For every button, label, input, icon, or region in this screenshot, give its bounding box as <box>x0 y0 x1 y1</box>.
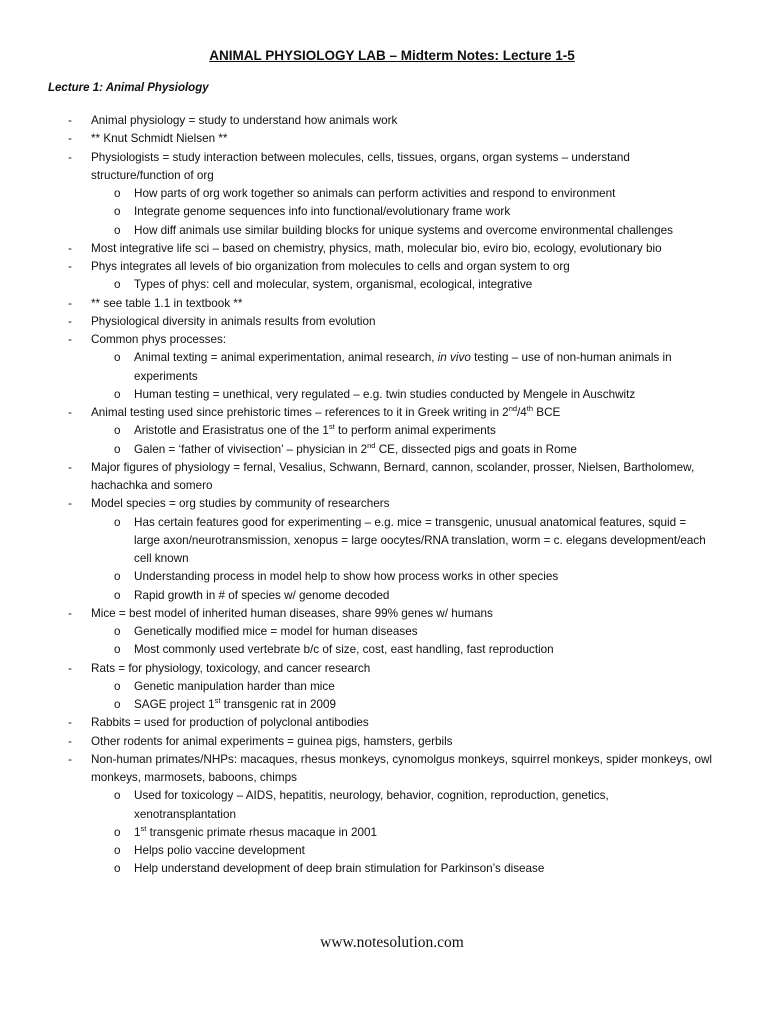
note-line <box>134 696 336 714</box>
note-line <box>91 404 560 422</box>
line-text: Major figures of physiology = fernal, Vesalius, Schwann, Bernard, cannon, scolander, prosser, Nielsen, Bartholomew, <box>91 460 695 474</box>
circle-bullet: o <box>114 351 121 365</box>
note-line <box>91 459 694 477</box>
note-line <box>91 295 242 313</box>
dash-bullet: - <box>68 752 72 766</box>
circle-bullet: o <box>114 825 121 839</box>
note-line <box>91 167 214 185</box>
note-line <box>91 660 370 678</box>
line-text: Galen = ‘father of vivisection’ – physician in 2 <box>134 442 368 456</box>
note-line <box>91 477 213 495</box>
superscript: st <box>140 823 147 833</box>
dash-bullet: - <box>68 132 72 146</box>
line-text: experiments <box>134 369 198 383</box>
note-line <box>134 185 615 203</box>
note-line <box>134 806 236 824</box>
note-line <box>134 532 706 550</box>
superscript: nd <box>367 440 376 450</box>
line-text: Phys integrates all levels of bio organization from molecules to cells and organ system to org <box>91 260 570 273</box>
line-text: structure/function of org <box>91 168 214 182</box>
line-text: Non-human primates/NHPs: macaques, rhesus monkeys, cynomolgus monkeys, squirrel monkeys, spider monkeys, owl <box>91 752 712 766</box>
superscript: th <box>526 404 534 414</box>
dash-bullet: - <box>68 716 72 730</box>
line-text: Rats = for physiology, toxicology, and cancer research <box>91 661 371 675</box>
note-line <box>91 149 630 167</box>
note-line <box>134 222 673 240</box>
line-text: Used for toxicology – AIDS, hepatitis, neurology, behavior, cognition, reproduction, genetics, <box>134 789 609 803</box>
line-text: Model species = org studies by community of researchers <box>91 497 390 511</box>
line-text: Help understand development of deep brain stimulation for Parkinson’s disease <box>134 862 545 876</box>
line-text: to perform animal experiments <box>334 424 496 438</box>
line-text: Genetic manipulation harder than mice <box>134 679 335 693</box>
superscript: nd <box>508 404 518 414</box>
line-text: Most integrative life sci – based on chemistry, physics, math, molecular bio, eviro bio, ecology, evolutionary bio <box>91 241 662 255</box>
note-line <box>91 112 397 130</box>
line-text: 1 <box>134 825 141 839</box>
dash-bullet: - <box>68 296 72 310</box>
circle-bullet: o <box>114 515 121 529</box>
circle-bullet: o <box>114 278 121 292</box>
dash-bullet: - <box>68 734 72 748</box>
note-line <box>134 368 198 386</box>
line-text: Aristotle and Erasistratus one of the 1 <box>134 424 329 438</box>
note-line <box>91 495 390 513</box>
dash-bullet: - <box>68 114 72 127</box>
dash-bullet: - <box>68 606 72 620</box>
line-text: xenotransplantation <box>134 807 237 821</box>
note-line <box>134 568 558 586</box>
note-line <box>91 751 712 769</box>
dash-bullet: - <box>68 314 72 328</box>
circle-bullet: o <box>114 570 121 584</box>
italic-text: in vivo <box>437 351 471 365</box>
dash-bullet: - <box>68 150 72 164</box>
line-text: cell known <box>134 552 189 565</box>
line-text: Most commonly used vertebrate b/c of size, cost, east handling, fast reproduction <box>134 643 554 657</box>
superscript: st <box>214 696 221 706</box>
line-text: Integrate genome sequences info into functional/evolutionary frame work <box>134 205 511 219</box>
note-line <box>91 605 493 623</box>
note-line <box>134 842 305 860</box>
line-text: Animal physiology = study to understand how animals work <box>91 114 398 127</box>
dash-bullet: - <box>68 241 72 255</box>
circle-bullet: o <box>114 625 121 638</box>
circle-bullet: o <box>114 588 121 602</box>
dash-bullet: - <box>68 260 72 273</box>
circle-bullet: o <box>114 223 121 237</box>
circle-bullet: o <box>114 424 121 438</box>
line-text: large axon/neurotransmission, xenopus = large oocytes/RNA translation, worm = c. elegans development/each <box>134 533 706 547</box>
line-text: testing – use of non-human animals in <box>470 351 672 365</box>
dash-bullet: - <box>68 460 72 474</box>
line-text: Animal testing used since prehistoric times – references to it in Greek writing in 2 <box>91 406 509 419</box>
line-text: Mice = best model of inherited human diseases, share 99% genes w/ humans <box>91 606 493 620</box>
note-line <box>134 623 418 641</box>
note-line <box>134 276 532 294</box>
note-line <box>134 678 335 696</box>
note-line <box>91 240 662 258</box>
line-text: Has certain features good for experimenting – e.g. mice = transgenic, unusual anatomical features, squid = <box>134 515 687 529</box>
circle-bullet: o <box>114 205 121 219</box>
line-text: Understanding process in model help to show how process works in other species <box>134 570 559 584</box>
line-text: Physiologists = study interaction between molecules, cells, tissues, organs, organ systems – understand <box>91 150 630 164</box>
line-text: Rapid growth in # of species w/ genome decoded <box>134 588 390 602</box>
dash-bullet: - <box>68 406 72 419</box>
line-text: Other rodents for animal experiments = guinea pigs, hamsters, gerbils <box>91 734 453 748</box>
line-text: transgenic primate rhesus macaque in 2001 <box>146 825 377 839</box>
line-text: Types of phys: cell and molecular, system, organismal, ecological, integrative <box>134 278 533 292</box>
note-line <box>134 860 544 878</box>
note-line <box>134 587 389 605</box>
dash-bullet: - <box>68 333 72 346</box>
note-line <box>134 641 554 659</box>
circle-bullet: o <box>114 844 121 857</box>
line-text: BCE <box>533 406 561 419</box>
note-line <box>134 514 686 532</box>
line-text: CE, dissected pigs and goats in Rome <box>375 442 577 456</box>
circle-bullet: o <box>114 698 121 711</box>
circle-bullet: o <box>114 643 121 657</box>
note-line <box>91 313 376 331</box>
line-text: Common phys processes: <box>91 333 227 346</box>
note-line <box>91 130 227 148</box>
dash-bullet: - <box>68 497 72 511</box>
line-text: Rabbits = used for production of polyclonal antibodies <box>91 716 369 730</box>
note-line <box>134 824 377 842</box>
line-text: Human testing = unethical, very regulated – e.g. twin studies conducted by Mengele in Auschwitz <box>134 387 636 401</box>
note-line <box>91 331 226 349</box>
line-text: transgenic rat in 2009 <box>220 698 337 711</box>
dash-bullet: - <box>68 661 72 675</box>
lecture-heading: Lecture 1: Animal Physiology <box>48 82 209 94</box>
note-line <box>134 422 496 440</box>
line-text: ** see table 1.1 in textbook ** <box>91 296 243 310</box>
line-text: Genetically modified mice = model for human diseases <box>134 625 418 638</box>
line-text: How parts of org work together so animals can perform activities and respond to environment <box>134 187 616 200</box>
circle-bullet: o <box>114 789 121 803</box>
circle-bullet: o <box>114 442 121 456</box>
note-line <box>134 386 635 404</box>
line-text: SAGE project 1 <box>134 698 215 711</box>
footer-url: www.notesolution.com <box>320 934 464 951</box>
note-line <box>91 733 453 751</box>
circle-bullet: o <box>114 679 121 693</box>
line-text: Physiological diversity in animals results from evolution <box>91 314 376 328</box>
note-line <box>91 258 570 276</box>
page-title: ANIMAL PHYSIOLOGY LAB – Midterm Notes: Lecture 1-5 <box>209 48 575 63</box>
line-text: How diff animals use similar building blocks for unique systems and overcome environmental challenges <box>134 223 673 237</box>
note-line <box>91 714 369 732</box>
note-line <box>134 441 577 459</box>
note-line <box>134 349 672 367</box>
line-text: monkeys, marmosets, baboons, chimps <box>91 771 297 784</box>
circle-bullet: o <box>114 862 121 876</box>
circle-bullet: o <box>114 387 121 401</box>
superscript: st <box>328 422 335 432</box>
note-line <box>134 787 609 805</box>
line-text: ** Knut Schmidt Nielsen ** <box>91 132 228 146</box>
line-text: Helps polio vaccine development <box>134 844 305 857</box>
line-text: Animal texting = animal experimentation, animal research, <box>134 351 438 365</box>
note-line <box>134 550 189 568</box>
note-line <box>134 203 510 221</box>
line-text: /4 <box>517 406 527 419</box>
circle-bullet: o <box>114 187 121 200</box>
note-line <box>91 769 297 787</box>
line-text: hachachka and somero <box>91 479 213 492</box>
